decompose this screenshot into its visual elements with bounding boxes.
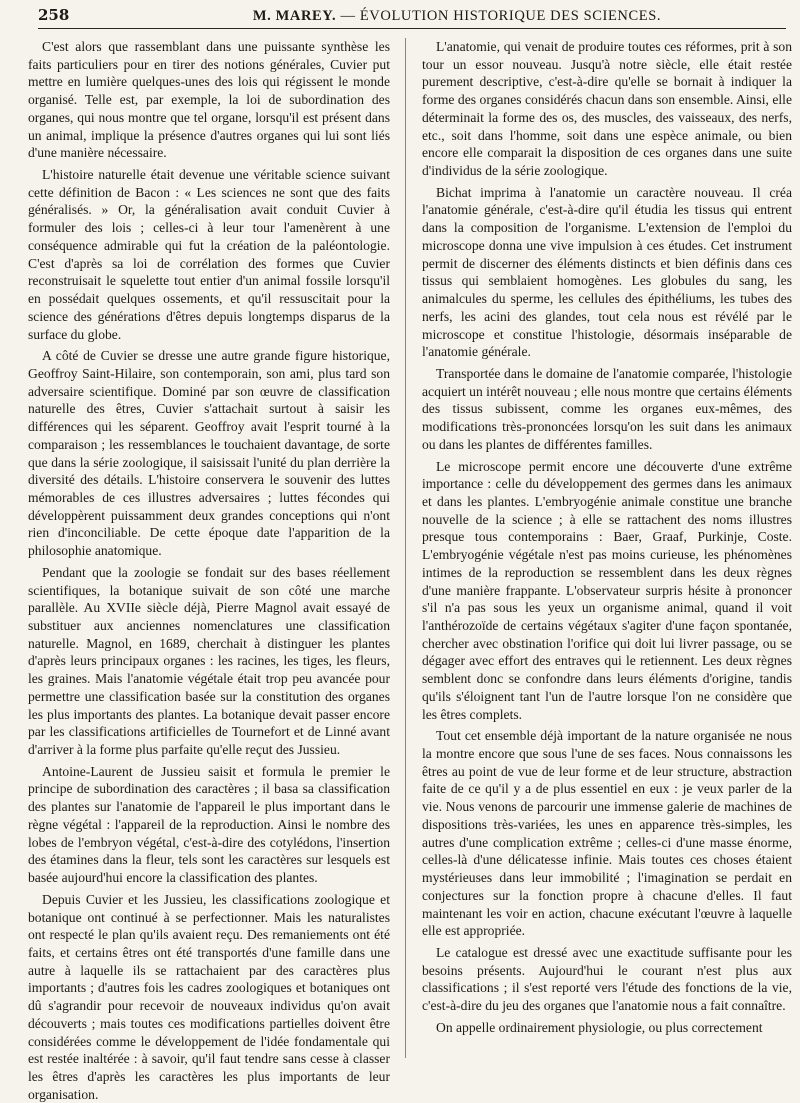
running-head: [128, 8, 786, 25]
paragraph: Pendant que la zoologie se fondait sur des bases réellement scientifiques, la botanique suivait de son côté une marche parallèle. Au XVIIe siècle déjà, Pierre Magnol avait essayé de substituer aux anciennes nomenclatures une classification naturelle. Magnol, en 1689, cherchait à distinguer les plantes d'après leurs principaux organes : les racines, les tiges, les fleurs, les graines. Mais l'anatomie végétale était trop peu avancée pour permettre une classification basée sur la constitution des organes les plus importants des plantes. La botanique devait passer encore par les classifications artificielles de Tournefort et de Linné avant d'arriver à la forme plus parfaite qu'elle reçut des Jussieu.: [28, 564, 390, 758]
paragraph: C'est alors que rassemblant dans une puissante synthèse les faits particuliers pour en tirer des notions générales, Cuvier put mettre en lumière quelques-unes des lois qui régissent le monde organisé. Telle est, par exemple, la loi de subordination des organes, qui nous montre que tel organe, lorsqu'il est présent dans un animal, implique la présence d'autres organes qui lui sont liés d'une manière nécessaire.: [28, 39, 390, 161]
page-header: [38, 6, 786, 29]
page-number: 258: [38, 6, 70, 24]
running-head-title: ÉVOLUTION HISTORIQUE DES SCIENCES.: [359, 8, 662, 24]
paragraph: L'anatomie, qui venait de produire toutes ces réformes, prit à son tour un essor nouveau. Jusqu'à notre siècle, elle était restée purement descriptive, c'est-à-dire qu'elle se bornait à indiquer la forme des organes considérés chacun dans son ensemble. Ainsi, elle déterminait la forme des os, des muscles, des vaisseaux, des nerfs, etc., soit dans l'homme, soit dans une espèce animale, ou bien encore elle comparait la disposition de ces organes dans une suite d'individus de la série zoologique.: [422, 39, 792, 179]
right-column: [422, 38, 792, 1068]
paragraph: Transportée dans le domaine de l'anatomie comparée, l'histologie acquiert un intérêt nouveau ; elle nous montre que certains éléments des tissus subissent, comme les organes eux-mêmes, des modifications très-prononcées lorsqu'on les suit dans les animaux ou dans les plantes de différentes familles.: [422, 365, 792, 452]
paragraph: A côté de Cuvier se dresse une autre grande figure historique, Geoffroy Saint-Hilaire, son contemporain, son ami, plus tard son adversaire scientifique. Dominé par son œuvre de classification naturelle des êtres, Cuvier s'attachait surtout à saisir les différences qui les séparent. Geoffroy avait l'esprit tourné à la comparaison ; les ressemblances le touchaient davantage, de sorte que dans la série zoologique, il saisissait l'unité du plan derrière la diversité des détails. L'histoire conservera le souvenir des luttes mémorables de ces illustres adversaires ; luttes fécondes qui développèrent puissamment deux grandes conceptions qui n'ont rien d'inconciliable. De cette époque date l'apparition de la philosophie anatomique.: [28, 348, 390, 559]
running-head-separator: —: [336, 8, 360, 24]
left-column: [28, 38, 390, 1102]
paragraph: On appelle ordinairement physiologie, ou plus correctement: [436, 1019, 763, 1035]
paragraph: Tout cet ensemble déjà important de la nature organisée ne nous la montre encore que sous l'une de ses faces. Nous connaissons les êtres au point de vue de leur forme et de leur structure, abstraction faite de ce qu'il y a de plus essentiel en eux : je veux parler de la vie. Nous venons de parcourir une immense galerie de machines de dispositions très-variées, les unes en apparence très-simples, les autres d'une complication extrême ; celles-ci d'une masse énorme, celles-là d'une délicatesse infinie. Mais toutes ces choses étaient mystérieuses dans leur immobilité ; l'imagination se perdait en conjectures sur la fonction propre à chacune d'elles. Il faut maintenant les voir en action, chacune exécutant l'œuvre à laquelle elle est appropriée.: [422, 728, 792, 939]
paragraph: Antoine-Laurent de Jussieu saisit et formula le premier le principe de subordination des caractères ; il basa sa classification des plantes sur l'anatomie de l'appareil le plus important dans le règne végétal : l'appareil de la reproduction. Ainsi le nombre des lobes de l'embryon végétal, c'est-à-dire des cotylédons, l'insertion des étamines dans la fleur, tels sont les caractères sur lesquels est basée aujourd'hui encore la classification des plantes.: [28, 763, 390, 886]
column-divider: [405, 38, 406, 1058]
paragraph: Depuis Cuvier et les Jussieu, les classifications zoologique et botanique ont continué à se perfectionner. Mais les naturalistes ont respecté le plan qu'ils avaient reçu. Des remaniements ont été faits, et certains êtres ont été transportés d'une famille dans une autre à laquelle ils se rattachaient par des caractères plus importants ; d'autres fois les cadres zoologiques et botaniques ont dû s'agrandir pour recevoir de nouveaux individus qu'on avait découverts ; mais toutes ces modifications partielles doivent être considérées comme le développement de l'idée fondamentale qui est restée inaltérée : à savoir, qu'il faut tendre sans cesse à classer les êtres d'après les caractères les plus importants de leur organisation.: [28, 891, 390, 1102]
paragraph: Le microscope permit encore une découverte d'une extrême importance : celle du développement des germes dans les animaux et dans les plantes. L'embryogénie animale constitue une branche nouvelle de la science ; à elle se rattachent des noms illustres presque tous contemporains : Baer, Graaf, Purkinje, Coste. L'embryogénie végétale n'est pas moins curieuse, les phénomènes intimes de la reproduction se ressemblent dans les deux règnes d'une manière frappante. L'observateur surpris hésite à prononcer s'il n'a pas sous les yeux un organisme animal, quand il voit l'anthérozoïde de certains végétaux s'agiter d'une façon spontanée, chercher avec obstination l'orifice qui doit lui livrer passage, ou se dégager avec effort des entraves qui le retiennent. Les deux règnes semblent donc se confondre dans leurs éléments d'origine, tandis qu'ils s'éloignent tant l'un de l'autre lorsque l'on ne considère que les êtres complets.: [422, 458, 792, 722]
running-head-author: M. MAREY.: [252, 8, 337, 24]
paragraph: L'histoire naturelle était devenue une véritable science suivant cette définition de Bacon : « Les sciences ne sont que des faits généralisés. » Or, la généralisation avait conduit Cuvier à formuler des lois ; celles-ci à leur tour l'amenèrent à une conséquence admirable qui fut la création de la paléontologie. C'est d'après sa loi de corrélation des formes que Cuvier reconstruisait le squelette tout entier d'un animal fossile lorsqu'il en possédait quelques ossements, et qu'il ressuscitait pour la science des générations d'êtres depuis longtemps disparus de la surface du globe.: [28, 167, 390, 342]
paragraph: Le catalogue est dressé avec une exactitude suffisante pour les besoins présents. Aujourd'hui le courant n'est plus aux classifications ; il s'est reporté vers l'étude des fonctions de la vie, c'est-à-dire du jeu des organes que l'anatomie nous a fait connaître.: [422, 944, 792, 1014]
paragraph: Bichat imprima à l'anatomie un caractère nouveau. Il créa l'anatomie générale, c'est-à-dire qu'il étudia les tissus qui entrent dans la composition de l'organisme. L'extension de l'emploi du microscope donna une vive impulsion à ces études. Cet instrument permit de discerner des éléments distincts et bien définis dans ces tissus qui semblaient homogènes. Les globules du sang, les animalcules du sperme, les cellules des épithéliums, les tubes des nerfs, les acini des glandes, tout cela nous est révélé par le microscope et constitue l'histologie, désormais inséparable de l'anatomie générale.: [422, 184, 792, 360]
